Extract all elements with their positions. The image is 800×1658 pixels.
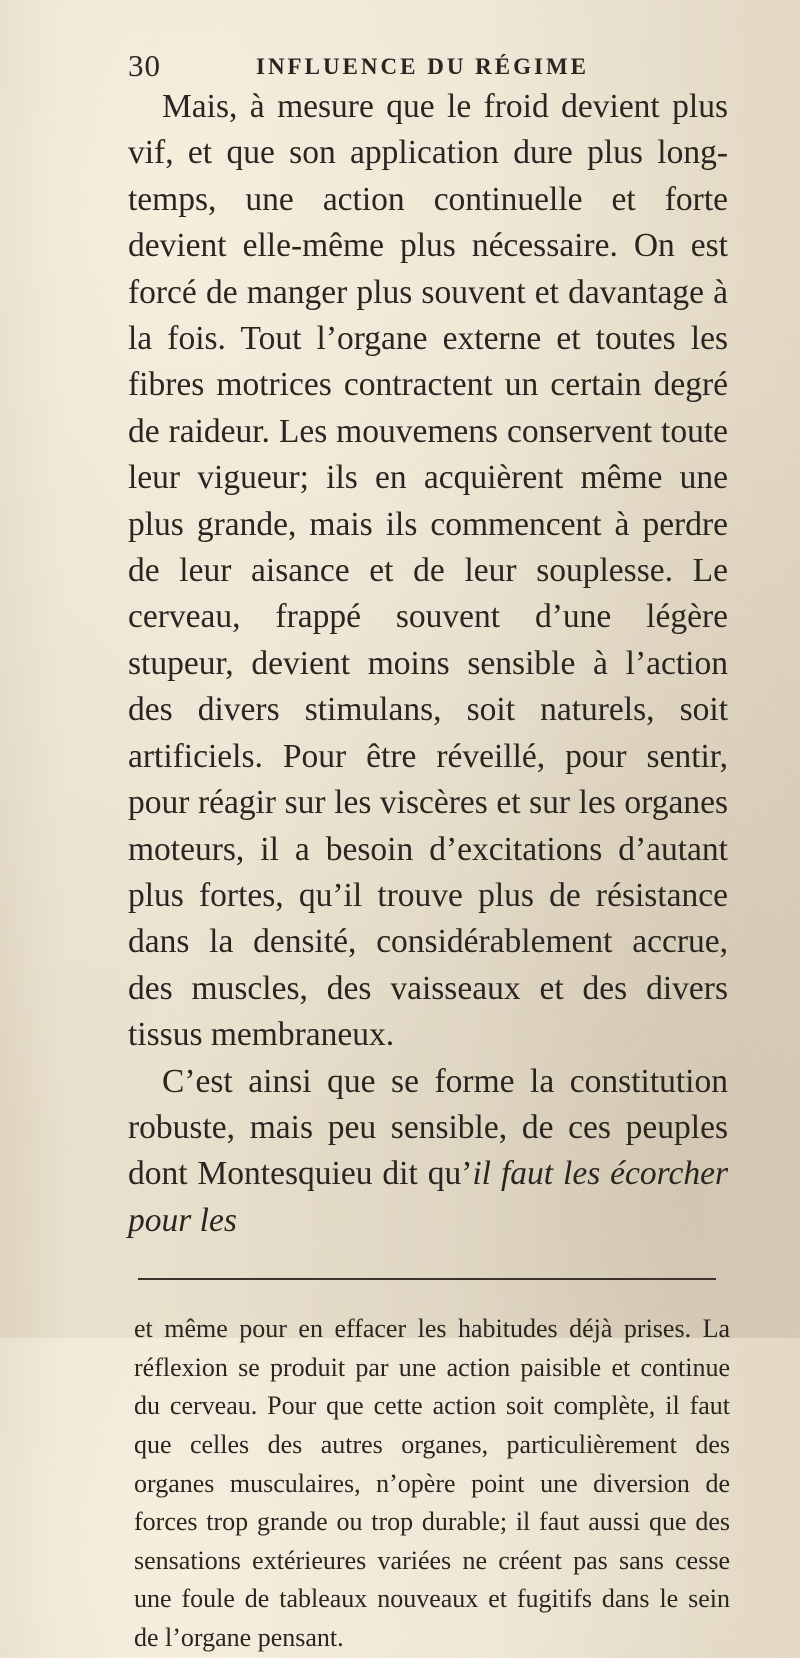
footnote [128,1310,730,1657]
paragraph: Mais, à mesure que le froid devient plus vif, et que son application dure plus long-temps, une action continuelle et forte devient elle-même plus nécessaire. On est forcé de manger plus souvent et davantage à la fois. Tout l’organe externe et toutes les fibres motrices contractent un certain degré de raideur. Les mouvemens conservent toute leur vigueur; ils en acquièrent même une plus grande, mais ils commencent à perdre de leur aisance et de leur souplesse. Le cerveau, frappé souvent d’une légère stupeur, devient moins sensible à l’action des divers stimulans, soit naturels, soit artificiels. Pour être réveillé, pour sentir, pour réagir sur les viscères et sur les organes moteurs, il a besoin d’excitations d’autant plus fortes, qu’il trouve plus de résistance dans la densité, considérablement accrue, des muscles, des vaisseaux et des divers tissus membraneux. [128,88,728,1054]
footnote-text: et même pour en effacer les habitudes déjà prises. La réflexion se produit par une action paisible et continue du cerveau. Pour que cette action soit complète, il faut que celles des autres organes, particulièrement des organes musculaires, n’opère point une diversion de forces trop grande ou trop durable; il faut aussi que des sensations extérieures variées ne créent pas sans cesse une foule de tableaux nouveaux et fugitifs dans le sein de l’organe pensant. [134,1314,730,1652]
book-page [128,44,728,1658]
paragraph [128,1059,728,1245]
italic-quote: il faut les écorcher pour les [128,1155,728,1239]
running-title: INFLUENCE DU RÉGIME [256,54,590,79]
page-number: 30 [128,48,161,83]
paragraph-text: C’est ainsi que se forme la constitution robuste, mais peu sensible, de ces peuples dont Montesquieu dit qu’ [128,1062,728,1193]
main-text [128,84,728,1244]
running-head [128,44,728,84]
footnote-divider [138,1278,716,1280]
